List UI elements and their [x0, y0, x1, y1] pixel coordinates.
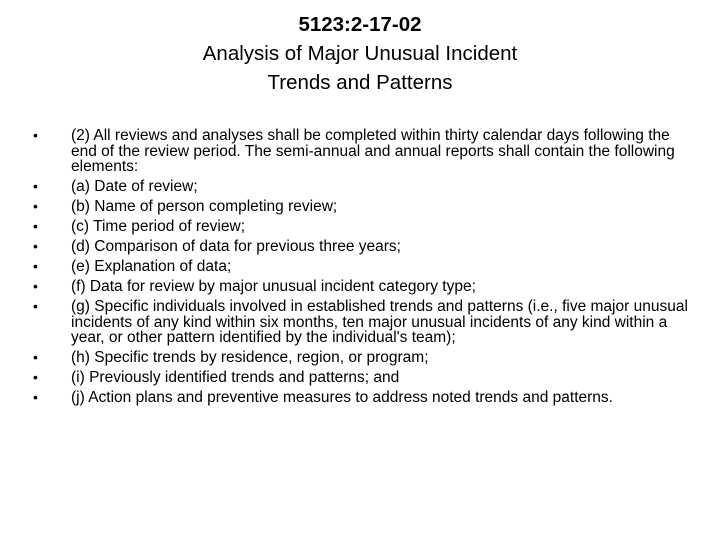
bullet-icon: • — [33, 349, 38, 365]
bullet-icon: • — [33, 127, 38, 143]
bullet-item-intro — [33, 128, 693, 175]
bullet-item-i — [33, 370, 693, 386]
title-line-3: Trends and Patterns — [267, 71, 453, 94]
bullet-text: (i) Previously identified trends and patterns; and — [71, 369, 400, 386]
bullet-text: (c) Time period of review; — [71, 218, 245, 235]
page-title — [0, 10, 720, 97]
bullet-item-a — [33, 179, 693, 195]
bullet-icon: • — [33, 218, 38, 234]
bullet-text: (f) Data for review by major unusual incident category type; — [71, 278, 476, 295]
bullet-item-j — [33, 390, 693, 406]
bullet-icon: • — [33, 198, 38, 214]
bullet-item-g — [33, 299, 693, 346]
bullet-icon: • — [33, 389, 38, 405]
bullet-text: (d) Comparison of data for previous three years; — [71, 238, 401, 255]
bullet-item-h — [33, 350, 693, 366]
title-line-2: Analysis of Major Unusual Incident — [202, 42, 518, 65]
bullet-item-f — [33, 279, 693, 295]
rule-number: 5123:2-17-02 — [298, 13, 422, 36]
bullet-icon: • — [33, 238, 38, 254]
bullet-icon: • — [33, 369, 38, 385]
bullet-list — [33, 128, 693, 410]
bullet-text: (a) Date of review; — [71, 178, 198, 195]
bullet-text: (2) All reviews and analyses shall be completed within thirty calendar days following the end of the review period. The semi-annual and annual reports shall contain the following elements: — [71, 127, 675, 175]
bullet-icon: • — [33, 278, 38, 294]
bullet-icon: • — [33, 258, 38, 274]
bullet-text: (b) Name of person completing review; — [71, 198, 338, 215]
bullet-icon: • — [33, 178, 38, 194]
bullet-item-e — [33, 259, 693, 275]
bullet-text: (g) Specific individuals involved in established trends and patterns (i.e., five major unusual incidents of any kind within six months, ten major unusual incidents of any kind within a year, or other pattern identified by the individual's team); — [71, 298, 688, 346]
bullet-text: (e) Explanation of data; — [71, 258, 232, 275]
bullet-item-d — [33, 239, 693, 255]
bullet-icon: • — [33, 298, 38, 314]
bullet-text: (h) Specific trends by residence, region, or program; — [71, 349, 429, 366]
bullet-text: (j) Action plans and preventive measures to address noted trends and patterns. — [71, 389, 613, 406]
bullet-item-b — [33, 199, 693, 215]
bullet-item-c — [33, 219, 693, 235]
